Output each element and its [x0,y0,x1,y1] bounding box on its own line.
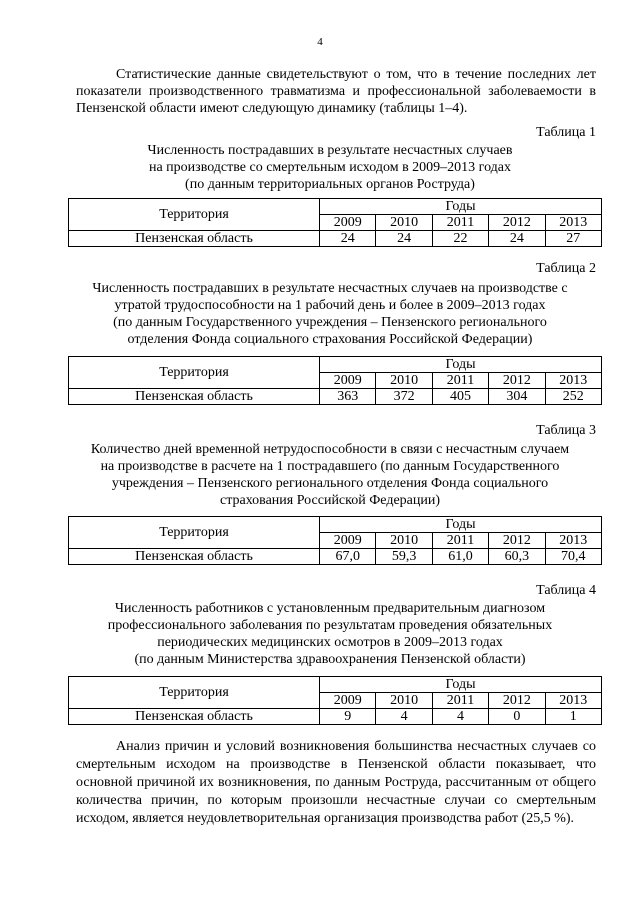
year-cell: 2013 [545,373,601,389]
table-4-title-line: (по данным Министерства здравоохранения Пензенской области) [134,652,526,667]
table-2-title-line: (по данным Государственного учреждения – Пензенского регионального [113,315,547,330]
table-2-title-line: отделения Фонда социального страхования Российской Федерации) [127,332,533,347]
table-1-title [60,142,600,193]
table-2-title-line: Численность пострадавших в результате несчастных случаев на производстве с [92,281,568,296]
year-cell: 2013 [545,533,601,549]
value-cell: 363 [320,389,376,405]
table-3-title-line: на производстве в расчете на 1 пострадавшего (по данным Государственного [100,459,560,474]
table-4-title-line: профессионального заболевания по результатам проведения обязательных [107,618,553,633]
intro-paragraph [76,66,596,117]
year-cell: 2010 [376,693,432,709]
value-cell: 24 [376,231,432,247]
value-cell: 61,0 [432,549,488,565]
years-header: Годы [320,199,602,215]
territory-header: Территория [69,357,320,389]
value-cell: 0 [489,709,545,725]
table-4-title [60,600,600,668]
value-cell: 24 [320,231,376,247]
table-2-label: Таблица 2 [536,261,596,276]
territory-header: Территория [69,199,320,231]
intro-text: Статистические данные свидетельствуют о том, что в течение последних лет показатели производственного травматизма и профессиональной заболеваемости в Пензенской области имеют следующую динамику (таблицы 1–4). [76,67,596,116]
value-cell: 9 [320,709,376,725]
value-cell: 4 [432,709,488,725]
value-cell: 70,4 [545,549,601,565]
table-3-title-line: учреждения – Пензенского регионального отделения Фонда социального [111,476,549,491]
table-3-label: Таблица 3 [536,423,596,438]
year-cell: 2012 [489,215,545,231]
row-label: Пензенская область [69,549,320,565]
table-row [69,231,602,247]
year-cell: 2010 [376,533,432,549]
value-cell: 304 [489,389,545,405]
value-cell: 405 [432,389,488,405]
table-4-title-line: периодических медицинских осмотров в 2009–2013 годах [157,635,503,650]
year-cell: 2011 [432,215,488,231]
value-cell: 372 [376,389,432,405]
year-cell: 2010 [376,373,432,389]
table-4-label: Таблица 4 [536,583,596,598]
year-cell: 2013 [545,693,601,709]
value-cell: 1 [545,709,601,725]
table-2-title [60,280,600,348]
row-label: Пензенская область [69,231,320,247]
table-1-title-line: Численность пострадавших в результате несчастных случаев [147,143,513,158]
table-1 [68,198,602,247]
analysis-paragraph [76,738,596,828]
year-cell: 2011 [432,693,488,709]
year-cell: 2009 [320,693,376,709]
year-cell: 2011 [432,373,488,389]
table-row [69,549,602,565]
year-cell: 2012 [489,693,545,709]
years-header: Годы [320,357,602,373]
year-cell: 2010 [376,215,432,231]
analysis-text: Анализ причин и условий возникновения большинства несчастных случаев со смертельным исходом на производстве в Пензенской области показывает, что основной причиной их возникновения, по данным Роструда, рассчитанным от общего количества причин, по которым произошли несчастные случаи со смертельным исходом, является неудовлетворительная организация производства работ (25,5 %). [76,739,596,826]
row-label: Пензенская область [69,389,320,405]
year-cell: 2012 [489,373,545,389]
value-cell: 4 [376,709,432,725]
table-2 [68,356,602,405]
value-cell: 24 [489,231,545,247]
territory-header: Территория [69,677,320,709]
table-row [69,389,602,405]
table-2-title-line: утратой трудоспособности на 1 рабочий день и более в 2009–2013 годах [114,298,546,313]
table-1-title-line: (по данным территориальных органов Роструда) [185,177,475,192]
year-cell: 2013 [545,215,601,231]
territory-header: Территория [69,517,320,549]
year-cell: 2009 [320,533,376,549]
page-number: 4 [317,36,323,48]
year-cell: 2011 [432,533,488,549]
value-cell: 252 [545,389,601,405]
value-cell: 59,3 [376,549,432,565]
table-4-title-line: Численность работников с установленным предварительным диагнозом [114,601,546,616]
table-3-title-line: страхования Российской Федерации) [219,493,441,508]
value-cell: 27 [545,231,601,247]
table-1-title-line: на производстве со смертельным исходом в 2009–2013 годах [148,160,512,175]
row-label: Пензенская область [69,709,320,725]
value-cell: 22 [432,231,488,247]
table-1-label: Таблица 1 [536,125,596,140]
table-row [69,709,602,725]
table-4 [68,676,602,725]
table-3 [68,516,602,565]
value-cell: 60,3 [489,549,545,565]
year-cell: 2009 [320,215,376,231]
value-cell: 67,0 [320,549,376,565]
table-3-title [60,441,600,509]
years-header: Годы [320,677,602,693]
year-cell: 2009 [320,373,376,389]
table-3-title-line: Количество дней временной нетрудоспособности в связи с несчастным случаем [90,442,570,457]
year-cell: 2012 [489,533,545,549]
years-header: Годы [320,517,602,533]
